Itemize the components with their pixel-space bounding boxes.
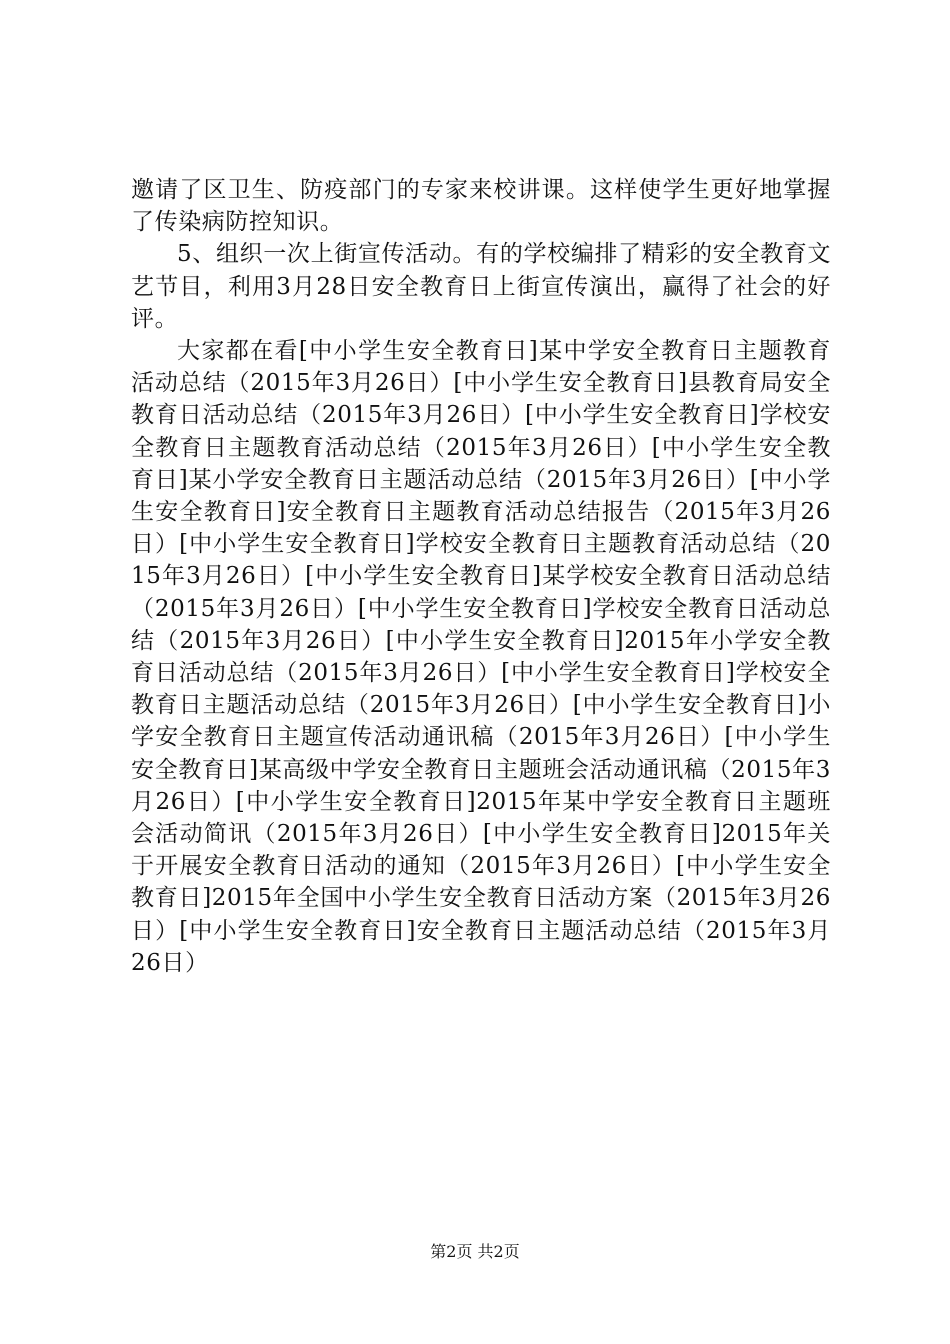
paragraph-related-articles: 大家都在看[中小学生安全教育日]某中学安全教育日主题教育活动总结（2015年3月26日）[中小学生安全教育日]县教育局安全教育日活动总结（2015年3月26日）[中小学生安全教育日]学校安全教育日主题教育活动总结（2015年3月26日）[中小学生安全教育日]某小学安全教育日主题活动总结（2015年3月26日）[中小学生安全教育日]安全教育日主题教育活动总结报告（2015年3月26日）[中小学生安全教育日]学校安全教育日主题教育活动总结（2015年3月26日）[中小学生安全教育日]某学校安全教育日活动总结（2015年3月26日）[中小学生安全教育日]学校安全教育日活动总结（2015年3月26日）[中小学生安全教育日]2015年小学安全教育日活动总结（2015年3月26日）[中小学生安全教育日]学校安全教育日主题活动总结（2015年3月26日）[中小学生安全教育日]小学安全教育日主题宣传活动通讯稿（2015年3月26日）[中小学生安全教育日]某高级中学安全教育日主题班会活动通讯稿（2015年3月26日）[中小学生安全教育日]2015年某中学安全教育日主题班会活动简讯（2015年3月26日）[中小学生安全教育日]2015年关于开展安全教育日活动的通知（2015年3月26日）[中小学生安全教育日]2015年全国中小学生安全教育日活动方案（2015年3月26日）[中小学生安全教育日]安全教育日主题活动总结（2015年3月26日） bbox=[131, 338, 831, 976]
document-body bbox=[131, 174, 831, 979]
paragraph-continuation: 邀请了区卫生、防疫部门的专家来校讲课。这样使学生更好地掌握了传染病防控知识。 bbox=[131, 177, 831, 236]
paragraph-street-campaign: 5、组织一次上街宣传活动。有的学校编排了精彩的安全教育文艺节目，利用3月28日安全教育日上街宣传演出，赢得了社会的好评。 bbox=[131, 241, 831, 332]
page-footer: 第2页 共2页 bbox=[430, 1242, 520, 1261]
